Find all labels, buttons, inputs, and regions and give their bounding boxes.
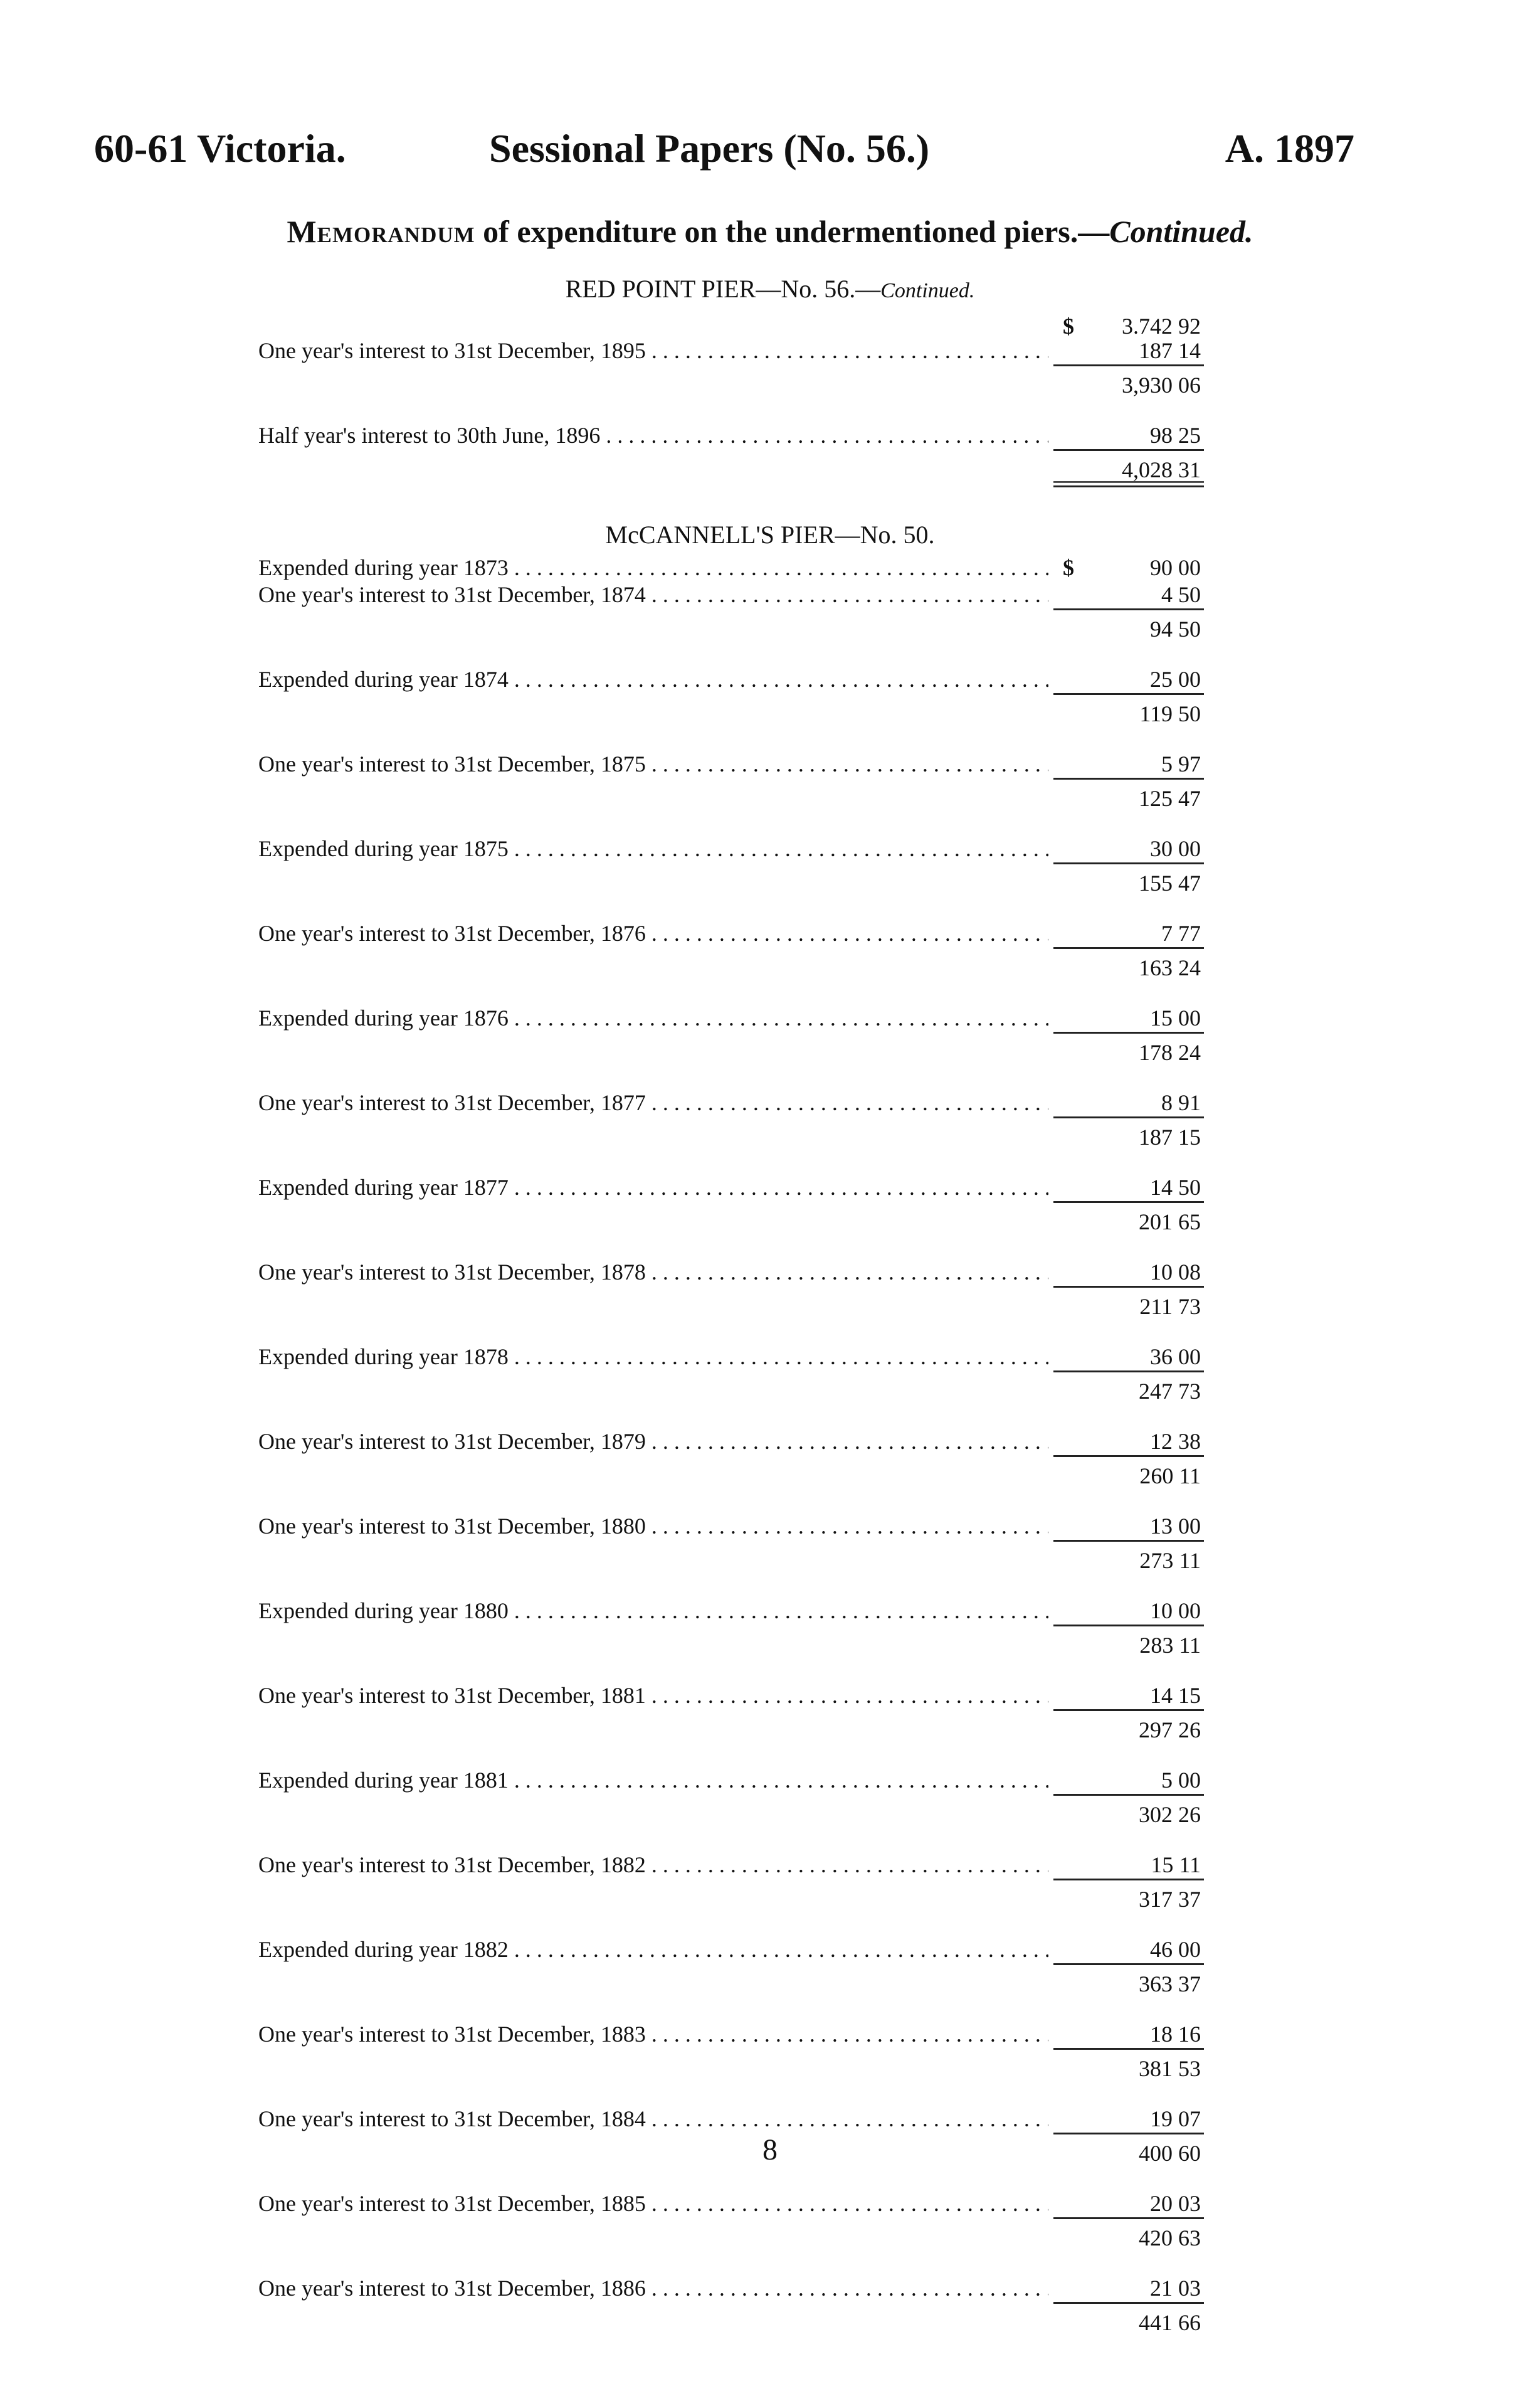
entry-amount: 30 00 (1150, 836, 1201, 861)
subtotal-row (0, 1378, 1540, 1406)
section-title (0, 274, 1540, 304)
memorandum-text: of expenditure on the undermentioned piers.— (483, 214, 1110, 249)
subtotal-row (0, 1801, 1540, 1829)
subtotal-row (0, 1293, 1540, 1321)
subtotal-amount: 302 26 (1139, 1802, 1201, 1827)
subtotal-rule (1053, 693, 1204, 695)
subtotal-row (0, 870, 1540, 898)
memorandum-continued: Continued. (1109, 214, 1253, 249)
subtotal-rule (1053, 2217, 1204, 2219)
currency-symbol: $ (1063, 314, 1074, 339)
entry-amount: 98 25 (1150, 423, 1201, 448)
entry-label: Expended during year 1880 . . . (258, 1598, 1048, 1624)
entry-label: One year's interest to 31st December, 1881 . . . (258, 1682, 1048, 1709)
subtotal-amount: 260 11 (1139, 1463, 1201, 1488)
subtotal-rule (1053, 1625, 1204, 1626)
ledger-entry-row (0, 1936, 1540, 1964)
entry-label: Expended during year 1877 . . . (258, 1174, 1048, 1201)
ledger-entry-row (0, 1682, 1540, 1710)
subtotal-rule (1053, 947, 1204, 949)
ledger-entry-row (0, 751, 1540, 778)
entry-label: One year's interest to 31st December, 1877 . . . (258, 1089, 1048, 1116)
subtotal-row (0, 701, 1540, 728)
subtotal-amount: 317 37 (1139, 1887, 1201, 1912)
entry-amount: 4 50 (1161, 582, 1201, 607)
subtotal-row (0, 1124, 1540, 1152)
entry-amount: 14 50 (1150, 1175, 1201, 1200)
subtotal-rule (1053, 778, 1204, 780)
subtotal-rule (1053, 1286, 1204, 1288)
ledger-entry-row (0, 554, 1540, 582)
subtotal-rule (1053, 1794, 1204, 1796)
subtotal-amount: 125 47 (1139, 786, 1201, 811)
ledger-entry-row (0, 2021, 1540, 2049)
subtotal-row (0, 2055, 1540, 2083)
entry-amount: 21 03 (1150, 2276, 1201, 2301)
subtotal-amount: 297 26 (1139, 1717, 1201, 1742)
subtotal-row (0, 1039, 1540, 1067)
entry-label: One year's interest to 31st December, 1895 . . . (258, 337, 1048, 364)
entry-amount: 15 11 (1151, 1852, 1201, 1877)
entry-label: One year's interest to 31st December, 1886 . . . (258, 2275, 1048, 2301)
ledger-entry-row (0, 1428, 1540, 1456)
entry-label: Half year's interest to 30th June, 1896 . . . (258, 422, 1048, 448)
section-name: McCANNELL'S PIER—No. 50. (605, 521, 935, 549)
entry-label: Expended during year 1882 . . . (258, 1936, 1048, 1963)
subtotal-rule (1053, 1963, 1204, 1965)
memorandum-title (0, 213, 1540, 250)
ledger-entry-row (0, 1513, 1540, 1540)
ledger-entry-row (0, 1767, 1540, 1795)
subtotal-rule (1053, 2302, 1204, 2304)
entry-label: Expended during year 1881 . . . (258, 1767, 1048, 1793)
subtotal-amount: 420 63 (1139, 2225, 1201, 2251)
ledger-entry-row (0, 1259, 1540, 1286)
subtotal-amount: 381 53 (1139, 2056, 1201, 2081)
subtotal-amount: 201 65 (1139, 1209, 1201, 1234)
subtotal-row (0, 1971, 1540, 1998)
subtotal-amount: 441 66 (1139, 2310, 1201, 2335)
subtotal-rule (1053, 1879, 1204, 1880)
entry-amount: 13 00 (1150, 1514, 1201, 1539)
ledger-entry-row (0, 666, 1540, 694)
subtotal-amount: 163 24 (1139, 955, 1201, 980)
subtotal-rule (1053, 1032, 1204, 1034)
header-year: A. 1897 (1225, 126, 1354, 171)
entry-amount: 15 00 (1150, 1005, 1201, 1031)
entry-amount: 8 91 (1161, 1090, 1201, 1115)
ledger-entry-row (0, 1089, 1540, 1117)
subtotal-rule (1053, 862, 1204, 864)
entry-label: Expended during year 1875 . . . (258, 835, 1048, 862)
entry-label: One year's interest to 31st December, 1880 . . . (258, 1513, 1048, 1539)
entry-label: Expended during year 1876 . . . (258, 1005, 1048, 1031)
subtotal-row (0, 2309, 1540, 2337)
subtotal-row (0, 1463, 1540, 1490)
subtotal-amount: 247 73 (1139, 1379, 1201, 1404)
subtotal-amount: 3,930 06 (1122, 373, 1201, 398)
subtotal-rule (1053, 1116, 1204, 1118)
memorandum-lead: Memorandum (287, 214, 475, 249)
ledger-entry-row (0, 2275, 1540, 2303)
entry-amount: 18 16 (1150, 2022, 1201, 2047)
entry-label: One year's interest to 31st December, 1875 . . . (258, 751, 1048, 777)
entry-amount: 14 15 (1150, 1683, 1201, 1708)
ledger-entry-row (0, 581, 1540, 609)
section-continued: Continued. (880, 279, 975, 302)
ledger-entry-row (0, 1598, 1540, 1625)
subtotal-row (0, 2225, 1540, 2252)
entry-amount: 25 00 (1150, 667, 1201, 692)
entry-amount: 12 38 (1150, 1429, 1201, 1454)
entry-amount: 20 03 (1150, 2191, 1201, 2216)
subtotal-rule (1053, 449, 1204, 451)
subtotal-amount: 178 24 (1139, 1040, 1201, 1065)
entry-label: One year's interest to 31st December, 1883 . . . (258, 2021, 1048, 2047)
subtotal-amount: 283 11 (1139, 1633, 1201, 1658)
header-session: 60-61 Victoria. (94, 126, 346, 171)
ledger-entry-row (0, 1852, 1540, 1879)
entry-label: One year's interest to 31st December, 1876 . . . (258, 920, 1048, 946)
currency-symbol: $ (1063, 555, 1074, 580)
subtotal-amount: 273 11 (1139, 1548, 1201, 1573)
amount: 3.742 92 (1122, 314, 1201, 339)
entry-label: One year's interest to 31st December, 1878 . . . (258, 1259, 1048, 1285)
subtotal-row (0, 785, 1540, 813)
subtotal-rule (1053, 1709, 1204, 1711)
ledger-entry-row (0, 337, 1540, 365)
ledger-entry-row (0, 1344, 1540, 1371)
section-title (0, 520, 1540, 549)
subtotal-rule (1053, 1540, 1204, 1542)
subtotal-row (0, 1209, 1540, 1236)
entry-label: One year's interest to 31st December, 1879 . . . (258, 1428, 1048, 1455)
subtotal-rule (1053, 364, 1204, 366)
section-name: RED POINT PIER—No. 56.— (565, 275, 881, 303)
entry-amount: 187 14 (1139, 338, 1201, 363)
subtotal-rule (1053, 1370, 1204, 1372)
entry-amount: 10 08 (1150, 1259, 1201, 1285)
page-header (94, 125, 1354, 176)
subtotal-rule (1053, 1201, 1204, 1203)
subtotal-row (0, 372, 1540, 400)
ledger-entry-row (0, 2190, 1540, 2218)
subtotal-amount: 94 50 (1150, 617, 1201, 642)
subtotal-amount: 187 15 (1139, 1125, 1201, 1150)
entry-label: One year's interest to 31st December, 1874 . . . (258, 581, 1048, 608)
subtotal-amount: 363 37 (1139, 1971, 1201, 1996)
entry-amount: 90 00 (1150, 555, 1201, 580)
entry-amount: 19 07 (1150, 2106, 1201, 2131)
entry-amount: 46 00 (1150, 1937, 1201, 1962)
opening-balance-row (0, 313, 1540, 341)
entry-amount: 36 00 (1150, 1344, 1201, 1369)
entry-label: Expended during year 1878 . . . (258, 1344, 1048, 1370)
subtotal-rule (1053, 2048, 1204, 2050)
subtotal-rule (1053, 1455, 1204, 1457)
subtotal-row (0, 616, 1540, 644)
subtotal-amount: 155 47 (1139, 871, 1201, 896)
subtotal-amount: 4,028 31 (1122, 457, 1201, 482)
header-sessional-papers: Sessional Papers (No. 56.) (489, 126, 930, 171)
entry-label: One year's interest to 31st December, 1882 . . . (258, 1852, 1048, 1878)
subtotal-amount: 400 60 (1139, 2141, 1201, 2166)
subtotal-amount: 211 73 (1139, 1294, 1201, 1319)
subtotal-row (0, 1547, 1540, 1575)
subtotal-row (0, 457, 1540, 484)
entry-label: Expended during year 1873 . . . (258, 554, 1048, 581)
entry-label: One year's interest to 31st December, 1884 . . . (258, 2106, 1048, 2132)
entry-amount: 7 77 (1161, 921, 1201, 946)
subtotal-row (0, 1886, 1540, 1914)
subtotal-row (0, 1632, 1540, 1660)
entry-label: One year's interest to 31st December, 1885 . . . (258, 2190, 1048, 2217)
subtotal-rule (1053, 608, 1204, 610)
ledger-entry-row (0, 1005, 1540, 1032)
entry-amount: 5 97 (1161, 751, 1201, 777)
entry-label: Expended during year 1874 . . . (258, 666, 1048, 692)
subtotal-row (0, 1717, 1540, 1744)
ledger-entry-row (0, 2106, 1540, 2133)
page-number: 8 (762, 2133, 778, 2166)
subtotal-row (0, 955, 1540, 982)
double-total-rule (1053, 481, 1204, 487)
entry-amount: 10 00 (1150, 1598, 1201, 1623)
subtotal-amount: 119 50 (1139, 701, 1201, 726)
ledger-entry-row (0, 920, 1540, 948)
ledger-entry-row (0, 422, 1540, 450)
ledger-entry-row (0, 835, 1540, 863)
ledger-entry-row (0, 1174, 1540, 1202)
entry-amount: 5 00 (1161, 1768, 1201, 1793)
